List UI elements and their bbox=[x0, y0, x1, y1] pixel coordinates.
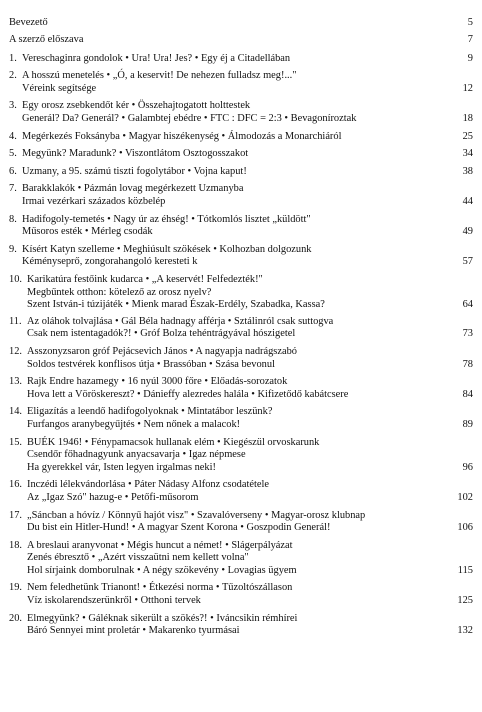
chapter-title-line: Soldos testvérek konflisos útja • Brassóban • Szása bevonul bbox=[27, 358, 275, 370]
chapter-title-line: Az oláhok tolvajlása • Gál Béla hadnagy afférja • Sztálinról csak suttogva bbox=[27, 315, 334, 327]
toc-entry[interactable] bbox=[9, 183, 473, 208]
toc-entry[interactable] bbox=[9, 479, 473, 504]
page-number: 64 bbox=[462, 299, 473, 311]
chapter-title-line: Egy orosz zsebkendőt kér • Összehajtogatott holttestek bbox=[22, 100, 251, 112]
toc-entry[interactable] bbox=[9, 316, 473, 341]
toc-entry[interactable] bbox=[9, 376, 473, 401]
chapter-number: 12. bbox=[9, 345, 22, 357]
chapter-title-line: Generál? Da? Generál? • Galambtej ebédre • FTC : DFC = 2:3 • Bevagoníroztak bbox=[22, 113, 357, 125]
chapter-title bbox=[22, 183, 451, 208]
page-number: 7 bbox=[467, 34, 473, 46]
chapter-number: 8. bbox=[9, 213, 17, 225]
page-number: 78 bbox=[462, 358, 473, 370]
chapter-title-line: BUÉK 1946! • Fénypamacsok hullanak elém • Kiegészül orvoskarunk bbox=[27, 436, 320, 448]
chapter-title bbox=[27, 510, 451, 535]
chapter-title bbox=[22, 53, 451, 66]
chapter-title-line: Megbűntek otthon: kötelező az orosz nyelv? bbox=[27, 286, 212, 298]
chapter-title-line: Hol sírjaink domborulnak • A négy szökevény • Lovagias ügyem bbox=[27, 564, 297, 576]
toc-entry[interactable] bbox=[9, 53, 473, 66]
chapter-title-line: Csendőr főhadnagyunk anyacsavarja • Igaz népmese bbox=[27, 449, 246, 461]
page-number: 44 bbox=[462, 196, 473, 208]
page-number: 106 bbox=[457, 522, 473, 534]
chapter-number: 14. bbox=[9, 406, 22, 418]
page-number: 102 bbox=[457, 491, 473, 503]
chapter-title-line: Hova lett a Vöröskereszt? • Dánieffy alezredes halála • Kifizetődő kabátcsere bbox=[27, 388, 349, 400]
toc-entry[interactable] bbox=[9, 582, 473, 607]
chapter-title bbox=[22, 131, 451, 144]
page-number: 73 bbox=[462, 328, 473, 340]
page-number: 125 bbox=[457, 595, 473, 607]
toc-entry[interactable] bbox=[9, 510, 473, 535]
chapter-title-line: Elmegyünk? • Gáléknak sikerült a szökés?! • Iváncsikin rémhírei bbox=[27, 612, 298, 624]
page-number: 9 bbox=[467, 52, 473, 64]
chapter-title-line: Inczédi lélekvándorlása • Páter Nádasy Alfonz csodatétele bbox=[27, 479, 269, 491]
chapter-title bbox=[27, 346, 451, 371]
chapter-title-line: Irmai vezérkari százados közbelép bbox=[22, 196, 166, 208]
chapter-title-line: Műsoros esték • Mérleg csodák bbox=[22, 226, 153, 238]
toc-entry[interactable] bbox=[9, 131, 473, 144]
toc-entry[interactable] bbox=[9, 274, 473, 312]
page-number: 5 bbox=[467, 17, 473, 28]
toc-entry[interactable] bbox=[9, 70, 473, 95]
table-of-contents bbox=[9, 17, 473, 643]
page-number: 132 bbox=[457, 625, 473, 637]
chapter-title-line: Rajk Endre hazamegy • 16 nyúl 3000 főre • Előadás-sorozatok bbox=[27, 376, 288, 388]
chapter-title bbox=[22, 244, 451, 269]
toc-entry[interactable] bbox=[9, 437, 473, 475]
chapter-title-line: Véreink segítsége bbox=[22, 82, 97, 94]
chapter-title-line: A breslaui aranyvonat • Mégis huncut a német! • Slágerpályázat bbox=[27, 539, 293, 551]
chapter-title-line: Ha gyerekkel vár, Isten legyen irgalmas neki! bbox=[27, 461, 216, 473]
toc-entry[interactable] bbox=[9, 34, 473, 47]
chapter-title-line: A szerző előszava bbox=[9, 34, 84, 46]
page-number: 115 bbox=[457, 564, 473, 576]
chapter-title-line: Megyünk? Maradunk? • Viszontlátom Osztogosszakot bbox=[22, 148, 249, 160]
chapter-title bbox=[27, 613, 451, 638]
chapter-title-line: Karikatúra festőink kudarca • „A keservét! Felfedezték!" bbox=[27, 274, 263, 285]
chapter-number: 13. bbox=[9, 376, 22, 388]
chapter-title bbox=[22, 214, 451, 239]
page-number: 18 bbox=[462, 113, 473, 125]
chapter-title-line: „Sáncban a hóvíz / Könnyű hajót visz" • Szavalóverseny • Magyar-orosz klubnap bbox=[27, 509, 366, 521]
chapter-number: 5. bbox=[9, 148, 17, 160]
chapter-title bbox=[27, 376, 451, 401]
chapter-title-line: Eligazítás a leendő hadifogolyoknak • Mintatábor leszünk? bbox=[27, 406, 273, 418]
chapter-title-line: Megérkezés Foksányba • Magyar hiszékenység • Álmodozás a Monarchiáról bbox=[22, 130, 342, 142]
chapter-title-line: Báró Sennyei mint proletár • Makarenko tyurmásai bbox=[27, 625, 240, 637]
chapter-number: 16. bbox=[9, 479, 22, 491]
toc-entry[interactable] bbox=[9, 244, 473, 269]
chapter-number: 2. bbox=[9, 70, 17, 82]
chapter-title bbox=[27, 479, 451, 504]
chapter-title bbox=[22, 166, 451, 179]
chapter-title-line: Kísért Katyn szelleme • Meghiúsult szökések • Kolhozban dolgozunk bbox=[22, 243, 312, 255]
page-number: 25 bbox=[462, 130, 473, 142]
chapter-title bbox=[22, 100, 451, 125]
chapter-number: 9. bbox=[9, 243, 17, 255]
chapter-number: 10. bbox=[9, 274, 22, 285]
page-number: 49 bbox=[462, 226, 473, 238]
toc-entry[interactable] bbox=[9, 17, 473, 30]
chapter-title bbox=[9, 17, 451, 30]
page-number: 38 bbox=[462, 165, 473, 177]
chapter-title bbox=[27, 406, 451, 431]
toc-entry[interactable] bbox=[9, 540, 473, 578]
chapter-title-line: Csak nem istentagadók?! • Gróf Bolza tehéntrágyával hószigetel bbox=[27, 328, 296, 340]
chapter-title bbox=[27, 274, 451, 312]
page-number: 34 bbox=[462, 148, 473, 160]
chapter-title-line: A hosszú menetelés • „Ó, a keservit! De nehezen fulladsz meg!..." bbox=[22, 70, 297, 82]
page-number: 89 bbox=[462, 418, 473, 430]
chapter-number: 7. bbox=[9, 183, 17, 195]
chapter-title-line: Furfangos aranybegyűjtés • Nem nőnek a malacok! bbox=[27, 418, 241, 430]
page-number: 84 bbox=[462, 388, 473, 400]
toc-entry[interactable] bbox=[9, 346, 473, 371]
chapter-title bbox=[27, 540, 451, 578]
chapter-title-line: Víz iskolarendszerünkről • Otthoni tervek bbox=[27, 595, 201, 607]
chapter-number: 15. bbox=[9, 436, 22, 448]
chapter-number: 1. bbox=[9, 52, 17, 64]
chapter-title bbox=[22, 70, 451, 95]
chapter-number: 17. bbox=[9, 509, 22, 521]
chapter-number: 11. bbox=[9, 315, 22, 327]
toc-entry[interactable] bbox=[9, 148, 473, 161]
page-number: 57 bbox=[462, 256, 473, 268]
chapter-title-line: Asszonyzsaron gróf Pejácsevich János • A nagyapja nadrágszabó bbox=[27, 345, 297, 357]
chapter-title-line: Nem feledhetünk Trianont! • Étkezési norma • Tűzoltószállason bbox=[27, 582, 293, 594]
chapter-title-line: Szent István-i túzijáték • Mienk marad Észak-Erdély, Szabadka, Kassa? bbox=[27, 299, 325, 311]
chapter-title-line: Barakklakók • Pázmán lovag megérkezett Uzmanyba bbox=[22, 183, 244, 195]
toc-entry[interactable] bbox=[9, 406, 473, 431]
chapter-number: 4. bbox=[9, 130, 17, 142]
chapter-title-line: Zenés ébresztő • „Azért visszaütni nem kellett volna" bbox=[27, 552, 249, 564]
toc-entry[interactable] bbox=[9, 166, 473, 179]
chapter-title-line: Bevezető bbox=[9, 17, 48, 28]
chapter-title-line: Az „Igaz Szó" hazug-e • Petőfi-műsorom bbox=[27, 491, 199, 503]
chapter-title-line: Du bist ein Hitler-Hund! • A magyar Szent Korona • Goszpodin Generál! bbox=[27, 522, 331, 534]
chapter-title bbox=[27, 437, 451, 475]
chapter-title bbox=[27, 316, 451, 341]
toc-entry[interactable] bbox=[9, 613, 473, 638]
chapter-title-line: Hadifogoly-temetés • Nagy úr az éhség! • Tótkomlós lisztet „küldött" bbox=[22, 213, 311, 225]
chapter-title bbox=[22, 148, 451, 161]
chapter-title-line: Kéményseprő, zongorahangoló keresteti k bbox=[22, 256, 198, 268]
chapter-title-line: Uzmany, a 95. számú tiszti fogolytábor • Vojna kaput! bbox=[22, 165, 247, 177]
page-number: 96 bbox=[462, 461, 473, 473]
chapter-number: 20. bbox=[9, 612, 22, 624]
chapter-number: 6. bbox=[9, 165, 17, 177]
chapter-title bbox=[9, 34, 451, 47]
toc-entry[interactable] bbox=[9, 100, 473, 125]
chapter-title-line: Vereschaginra gondolok • Ura! Ura! Jes? • Egy éj a Citadellában bbox=[22, 52, 291, 64]
chapter-number: 18. bbox=[9, 539, 22, 551]
chapter-title bbox=[27, 582, 451, 607]
chapter-number: 19. bbox=[9, 582, 22, 594]
page-number: 12 bbox=[462, 82, 473, 94]
toc-entry[interactable] bbox=[9, 214, 473, 239]
chapter-number: 3. bbox=[9, 100, 17, 112]
